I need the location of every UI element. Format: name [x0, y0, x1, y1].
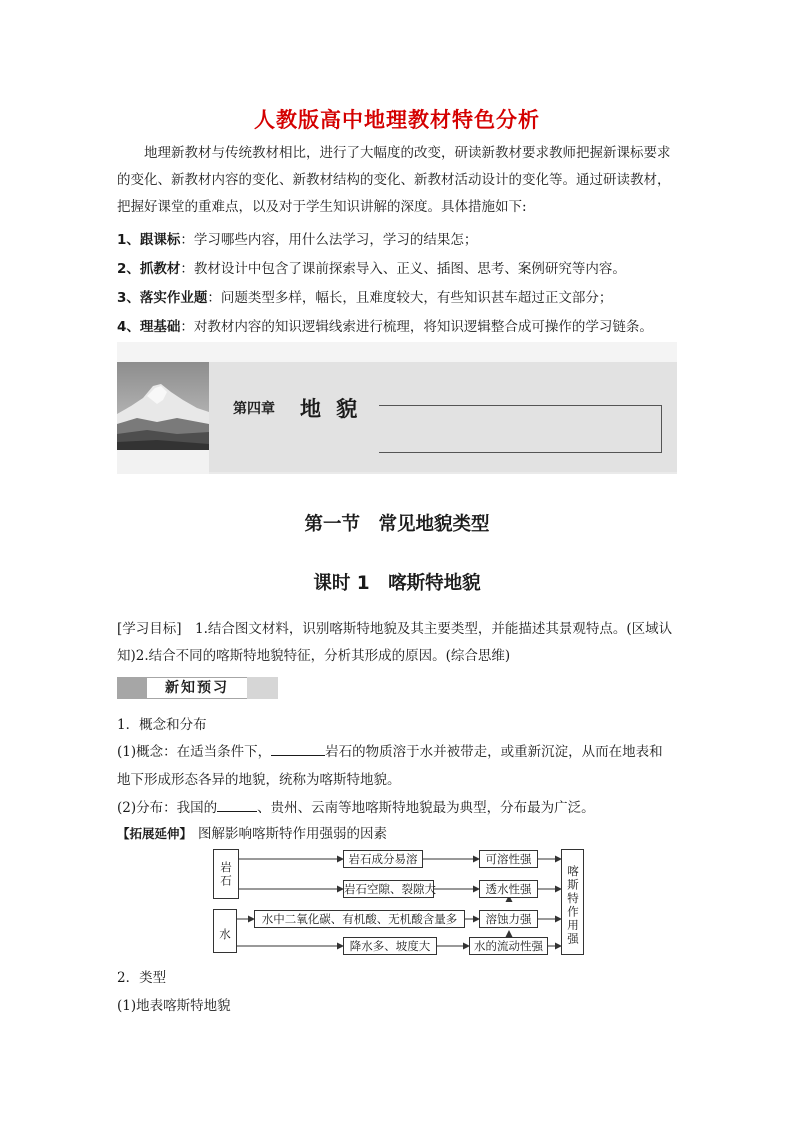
extension-label: 【拓展延伸】 — [117, 826, 193, 841]
distribution-line — [117, 796, 595, 816]
extension-text: 图解影响喀斯特作用强弱的因素 — [198, 826, 388, 842]
measures-list — [117, 226, 687, 342]
document-title: 人教版高中地理教材特色分析 — [254, 108, 540, 132]
type-surface-karst: (1)地表喀斯特地貌 — [117, 998, 231, 1014]
badge-accent — [247, 677, 278, 699]
chapter-name: 地 貌 — [300, 397, 362, 421]
fill-blank[interactable] — [271, 741, 325, 756]
water-box: 水 — [213, 909, 237, 953]
fill-blank[interactable] — [217, 797, 257, 812]
result-permeability: 透水性强 — [479, 880, 538, 898]
banner-top-strip — [117, 342, 677, 362]
concept-prefix: (1)概念：在适当条件下， — [117, 744, 272, 760]
chapter-number: 第四章 — [233, 401, 275, 417]
concept-line-2: 地下形成形态各异的地貌，统称为喀斯特地貌。 — [117, 772, 401, 788]
heading-types: 2．类型 — [117, 970, 167, 986]
water-factor-acids: 水中二氧化碳、有机酸、无机酸含量多 — [254, 910, 465, 928]
rock-box: 岩石 — [213, 849, 239, 899]
chapter-banner — [117, 342, 677, 474]
measure-text: ：教材设计中包含了课前探索导入、正义、插图、思考、案例研究等内容。 — [180, 261, 626, 277]
measure-item — [117, 313, 687, 342]
karst-strong-box: 喀斯特作用强 — [561, 849, 584, 955]
rock-factor-fissures: 岩石空隙、裂隙大 — [344, 882, 436, 896]
section-badge — [117, 677, 278, 699]
banner-frame — [379, 405, 662, 453]
measure-label: 4、理基础 — [117, 319, 181, 335]
section-title: 第一节 常见地貌类型 — [304, 514, 490, 535]
measure-text: ：学习哪些内容，用什么法学习，学习的结果怎； — [180, 232, 478, 248]
badge-label: 新知预习 — [147, 678, 247, 698]
lesson-title: 课时 1 喀斯特地貌 — [313, 573, 481, 594]
concept-line — [117, 740, 663, 760]
mountain-photo — [117, 362, 209, 450]
measure-label: 2、抓教材 — [117, 261, 181, 277]
measure-label: 3、落实作业题 — [117, 290, 208, 306]
result-flow: 水的流动性强 — [469, 937, 548, 955]
measure-text: ：对教材内容的知识逻辑线索进行梳理，将知识逻辑整合成可操作的学习链条。 — [180, 319, 653, 335]
learning-goals: [学习目标] 1.结合图文材料，识别喀斯特地貌及其主要类型，并能描述其景观特点。(区域认知)2.结合不同的喀斯特地貌特征，分析其形成的原因。(综合思维) — [117, 621, 673, 664]
concept-suffix: 岩石的物质溶于水并被带走，或重新沉淀，从而在地表和 — [325, 744, 663, 760]
heading-concept: 1．概念和分布 — [117, 717, 207, 733]
rock-factor-solubility: 岩石成分易溶 — [343, 850, 423, 868]
distribution-prefix: (2)分布：我国的 — [117, 800, 218, 816]
result-corrosion: 溶蚀力强 — [479, 910, 538, 928]
result-solubility: 可溶性强 — [479, 850, 538, 868]
water-factor-rain: 降水多、坡度大 — [343, 937, 437, 955]
measure-text: ：问题类型多样，幅长，且难度较大，有些知识甚车超过正文部分； — [207, 290, 613, 306]
extension-line — [117, 822, 387, 842]
karst-factor-diagram — [213, 849, 584, 957]
measure-label: 1、跟课标 — [117, 232, 181, 248]
measure-item — [117, 226, 687, 255]
measure-item — [117, 255, 687, 284]
distribution-suffix: 、贵州、云南等地喀斯特地貌最为典型，分布最为广泛。 — [257, 800, 595, 816]
banner-bottom-strip — [117, 450, 209, 474]
intro-paragraph: 地理新教材与传统教材相比，进行了大幅度的改变，研读新教材要求教师把握新课标要求的变化、新教材内容的变化、新教材结构的变化、新教材活动设计的变化等。通过研读教材，把握好课堂的重难点，以及对于学生知识讲解的深度。具体措施如下: — [117, 145, 671, 215]
measure-item — [117, 284, 687, 313]
